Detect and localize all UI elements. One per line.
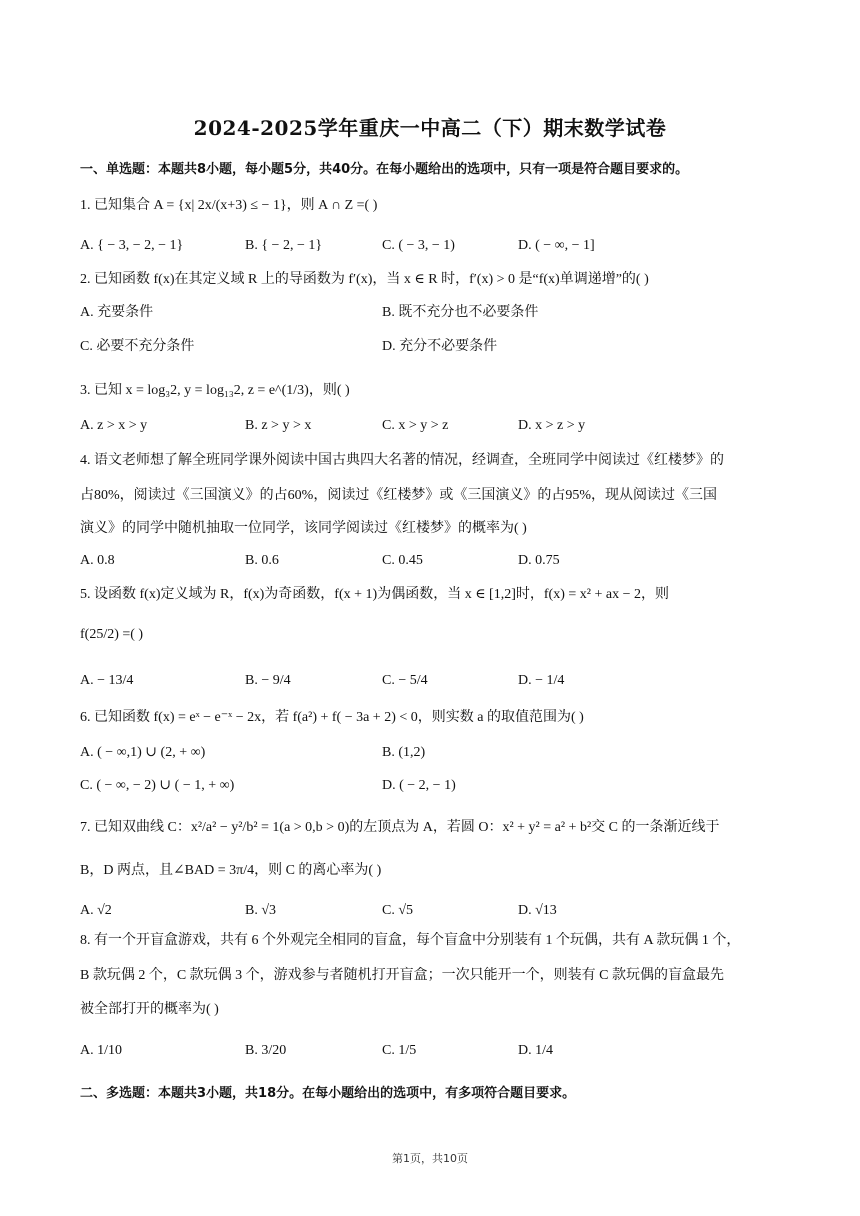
question-5-option-c: C. − 5/4 (382, 673, 428, 688)
question-6-option-c: C. ( − ∞, − 2) ∪ ( − 1, + ∞) (80, 778, 235, 793)
page-title: 2024-2025学年重庆一中高二（下）期末数学试卷 (193, 116, 667, 140)
page-footer: 第1页，共10页 (392, 1152, 468, 1165)
question-6-option-a: A. ( − ∞,1) ∪ (2, + ∞) (80, 745, 206, 760)
question-1-option-b: B. { − 2, − 1} (245, 238, 323, 253)
question-2-option-d: D. 充分不必要条件 (382, 339, 498, 354)
question-7-option-b: B. √3 (245, 903, 277, 918)
question-7-option-d: D. √13 (518, 903, 557, 918)
question-3-option-a: A. z > x > y (80, 418, 148, 433)
question-2-option-a: A. 充要条件 (80, 305, 154, 320)
section-heading-single-choice: 一、单选题：本题共8小题，每小题5分，共40分。在每小题给出的选项中，只有一项是符合题目要求的。 (80, 162, 689, 177)
question-7-option-c: C. √5 (382, 903, 414, 918)
question-5-option-d: D. − 1/4 (518, 673, 565, 688)
question-6-stem: 6. 已知函数 f(x) = eˣ − e⁻ˣ − 2x，若 f(a²) + f( − 3a + 2) < 0，则实数 a 的取值范围为( ) (80, 710, 584, 725)
question-8-option-c: C. 1/5 (382, 1043, 417, 1058)
question-4-stem-line-1: 4. 语文老师想了解全班同学课外阅读中国古典四大名著的情况，经调查，全班同学中阅读过《红楼梦》的 (80, 453, 724, 468)
question-8-option-b: B. 3/20 (245, 1043, 287, 1058)
question-6-option-b: B. (1,2) (382, 745, 426, 760)
section-heading-multiple-choice: 二、多选题：本题共3小题，共18分。在每小题给出的选项中，有多项符合题目要求。 (80, 1086, 576, 1101)
question-7-stem-line-1: 7. 已知双曲线 C：x²/a² − y²/b² = 1(a > 0,b > 0)的左顶点为 A，若圆 O：x² + y² = a² + b²交 C 的一条渐近线于 (80, 820, 720, 835)
question-3-option-c: C. x > y > z (382, 418, 449, 433)
question-3-stem: 3. 已知 x = log₃2, y = log₁₃2, z = e^(1/3)，则( ) (80, 383, 350, 398)
question-8-option-d: D. 1/4 (518, 1043, 553, 1058)
question-1-stem: 1. 已知集合 A = {x| 2x/(x+3) ≤ − 1}，则 A ∩ Z =( ) (80, 198, 378, 213)
question-8-stem-line-2: B 款玩偶 2 个，C 款玩偶 3 个，游戏参与者随机打开盲盒；一次只能开一个，则装有 C 款玩偶的盲盒最先 (80, 968, 725, 983)
question-5-stem-line-2: f(25/2) =( ) (80, 627, 144, 642)
question-8-option-a: A. 1/10 (80, 1043, 122, 1058)
question-4-option-b: B. 0.6 (245, 553, 279, 568)
question-2-stem: 2. 已知函数 f(x)在其定义域 R 上的导函数为 f′(x)，当 x ∈ R 时，f′(x) > 0 是“f(x)单调递增”的( ) (80, 272, 649, 287)
question-8-stem-line-1: 8. 有一个开盲盒游戏，共有 6 个外观完全相同的盲盒，每个盲盒中分别装有 1 个玩偶，共有 A 款玩偶 1 个， (80, 933, 741, 948)
question-3-option-d: D. x > z > y (518, 418, 586, 433)
question-4-option-a: A. 0.8 (80, 553, 115, 568)
question-8-stem-line-3: 被全部打开的概率为( ) (80, 1002, 219, 1017)
question-1-option-d: D. ( − ∞, − 1] (518, 238, 595, 253)
question-3-option-b: B. z > y > x (245, 418, 312, 433)
question-4-option-d: D. 0.75 (518, 553, 560, 568)
question-1-option-c: C. ( − 3, − 1) (382, 238, 455, 253)
question-5-option-b: B. − 9/4 (245, 673, 291, 688)
question-2-option-b: B. 既不充分也不必要条件 (382, 305, 539, 320)
question-5-option-a: A. − 13/4 (80, 673, 134, 688)
question-4-option-c: C. 0.45 (382, 553, 423, 568)
question-2-option-c: C. 必要不充分条件 (80, 339, 195, 354)
question-7-option-a: A. √2 (80, 903, 112, 918)
question-4-stem-line-2: 占80%，阅读过《三国演义》的占60%，阅读过《红楼梦》或《三国演义》的占95%，现从阅读过《三国 (80, 488, 717, 503)
question-7-stem-line-2: B，D 两点，且∠BAD = 3π/4，则 C 的离心率为( ) (80, 863, 382, 878)
question-6-option-d: D. ( − 2, − 1) (382, 778, 456, 793)
question-4-stem-line-3: 演义》的同学中随机抽取一位同学，该同学阅读过《红楼梦》的概率为( ) (80, 521, 527, 536)
question-5-stem-line-1: 5. 设函数 f(x)定义域为 R，f(x)为奇函数，f(x + 1)为偶函数，当 x ∈ [1,2]时，f(x) = x² + ax − 2，则 (80, 587, 669, 602)
question-1-option-a: A. { − 3, − 2, − 1} (80, 238, 184, 253)
